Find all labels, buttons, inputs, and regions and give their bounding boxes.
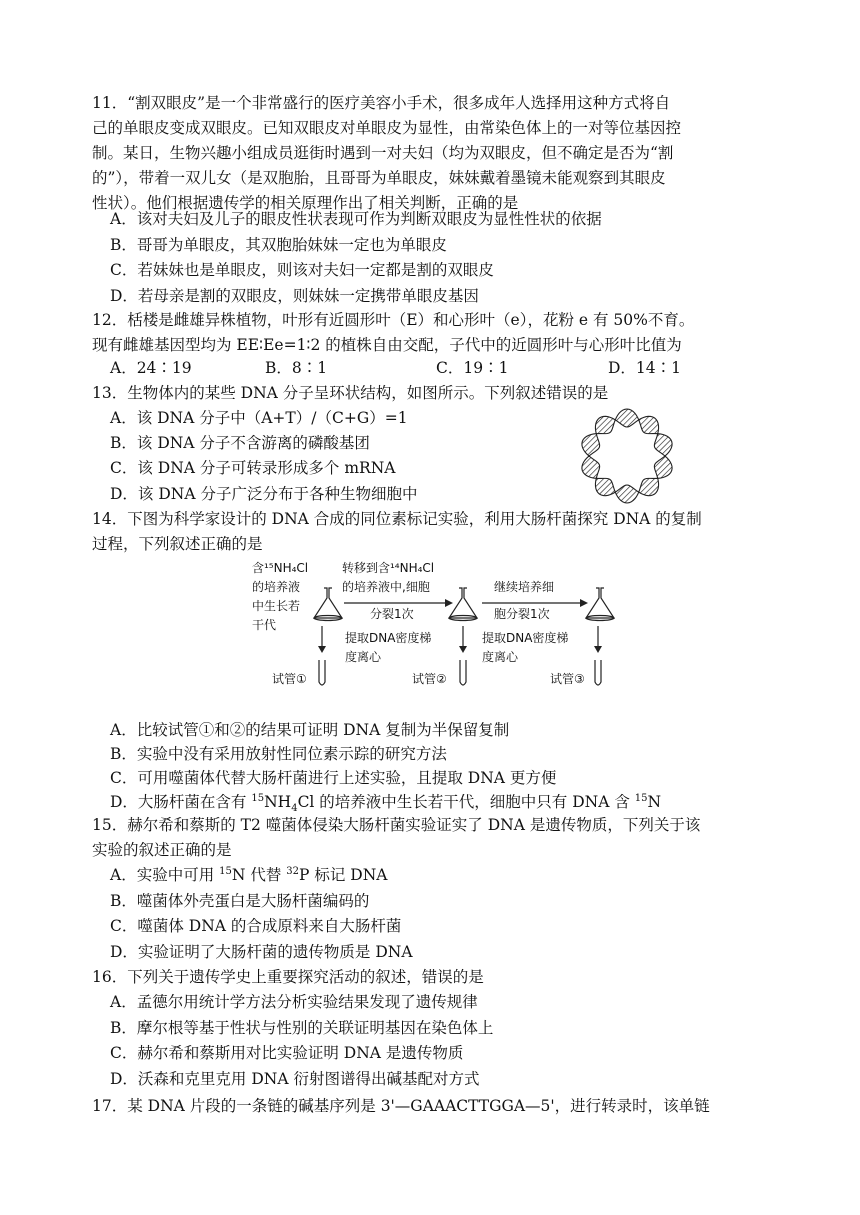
- flask-icon: [449, 588, 477, 621]
- q12-option-b: B．8∶1: [265, 359, 328, 377]
- q16-option-b: B．摩尔根等基于性状与性别的关联证明基因在染色体上: [110, 1019, 494, 1037]
- arrow-down-icon: [318, 626, 326, 653]
- q14-stem-line: 14．下图为科学家设计的 DNA 合成的同位素标记实验，利用大肠杆菌探究 DNA 的复制: [92, 510, 702, 528]
- q16-option-a: A．孟德尔用统计学方法分析实验结果发现了遗传规律: [110, 993, 478, 1011]
- diagram-transfer-line: 分裂1次: [370, 607, 414, 621]
- q11-option-a: A．该对夫妇及儿子的眼皮性状表现可作为判断双眼皮为显性性状的依据: [110, 210, 602, 228]
- diagram-extract-line: 提取DNA密度梯: [345, 631, 432, 645]
- diagram-transfer-line: 转移到含¹⁴NH₄Cl: [342, 561, 435, 575]
- q13-stem: 13．生物体内的某些 DNA 分子呈环状结构，如图所示。下列叙述错误的是: [92, 384, 609, 402]
- dna-helix-segment: [595, 478, 615, 495]
- q15-option-d: D．实验证明了大肠杆菌的遗传物质是 DNA: [110, 943, 413, 961]
- q12-option-a: A．24∶19: [110, 359, 192, 377]
- q11-stem-line: 制。某日，生物兴趣小组成员逛街时遇到一对夫妇（均为双眼皮，但不确定是否为“割: [92, 144, 674, 162]
- q16-option-d: D．沃森和克里克用 DNA 衍射图谱得出碱基配对方式: [110, 1070, 480, 1088]
- q14-stem-line: 过程，下列叙述正确的是: [92, 535, 263, 553]
- dna-helix-segment: [639, 478, 659, 495]
- arrow-down-icon: [594, 626, 602, 653]
- q13-option-c: C．该 DNA 分子可转录形成多个 mRNA: [110, 459, 396, 477]
- test-tube-icon: [460, 660, 466, 685]
- q11-option-c: C．若妹妹也是单眼皮，则该对夫妇一定都是割的双眼皮: [110, 261, 494, 279]
- q12-option-c: C．19∶1: [436, 359, 509, 377]
- q15-stem-line: 15．赫尔希和蔡斯的 T2 噬菌体侵染大肠杆菌实验证实了 DNA 是遗传物质，下列关于该: [92, 816, 701, 834]
- dna-helix-segment: [654, 434, 672, 456]
- q11-stem-line: 性状）。他们根据遗传学的相关原理作出了相关判断，正确的是: [92, 194, 519, 212]
- dna-helix-segment: [654, 456, 672, 478]
- arrow-right-icon: [482, 599, 588, 607]
- diagram-tube-label: 试管①: [272, 672, 307, 686]
- q13-option-b: B．该 DNA 分子不含游离的磷酸基团: [110, 434, 370, 452]
- q11-option-d: D．若母亲是割的双眼皮，则妹妹一定携带单眼皮基因: [110, 287, 479, 305]
- diagram-tube-label: 试管③: [550, 672, 585, 686]
- diagram-continue-line: 继续培养细: [494, 580, 555, 594]
- q14-option-a: A．比较试管①和②的结果可证明 DNA 复制为半保留复制: [110, 721, 510, 739]
- q11-stem-line: 的”），带着一双儿女（是双胞胎，且哥哥为单眼皮，妹妹戴着墨镜未能观察到其眼皮: [92, 169, 666, 187]
- diagram-extract-line: 提取DNA密度梯: [482, 631, 569, 645]
- q12-stem-line: 12．栝楼是雌雄异株植物，叶形有近圆形叶（E）和心形叶（e），花粉 e 有 50%不育。: [92, 311, 695, 329]
- dna-helix-segment: [582, 456, 600, 478]
- q16-stem: 16．下列关于遗传学史上重要探究活动的叙述，错误的是: [92, 968, 484, 986]
- arrow-down-icon: [459, 626, 467, 653]
- dna-helix-segment: [582, 434, 600, 456]
- diagram-extract-line: 度离心: [482, 650, 519, 664]
- diagram-start-line: 中生长若: [252, 599, 301, 613]
- q14-option-b: B．实验中没有采用放射性同位素示踪的研究方法: [110, 745, 447, 763]
- diagram-tube-label: 试管②: [412, 672, 447, 686]
- circular-dna-figure: [572, 408, 682, 504]
- q13-option-d: D．该 DNA 分子广泛分布于各种生物细胞中: [110, 485, 418, 503]
- q17-stem: 17．某 DNA 片段的一条链的碱基序列是 3'—GAAACTTGGA—5'，进行转录时，该单链: [92, 1097, 710, 1115]
- isotope-experiment-diagram: [250, 558, 630, 698]
- flask-icon: [586, 588, 614, 621]
- q15-option-b: B．噬菌体外壳蛋白是大肠杆菌编码的: [110, 892, 370, 910]
- q15-stem-line: 实验的叙述正确的是: [92, 841, 232, 859]
- dna-helix-segment: [615, 485, 638, 503]
- q15-option-a: A．实验中可用 $^{15}$N 代替 $^{32}$P 标记 DNA: [110, 865, 388, 884]
- q11-option-b: B．哥哥为单眼皮，其双胞胎妹妹一定也为单眼皮: [110, 236, 447, 254]
- diagram-start-line: 的培养液: [252, 580, 301, 594]
- dna-helix-segment: [595, 416, 615, 433]
- q12-option-d: D．14∶1: [608, 359, 682, 377]
- test-tube-icon: [319, 660, 325, 685]
- q14-option-c: C．可用噬菌体代替大肠杆菌进行上述实验，且提取 DNA 更方便: [110, 769, 557, 787]
- q11-stem-line: 11．“割双眼皮”是一个非常盛行的医疗美容小手术，很多成年人选择用这种方式将自: [92, 94, 671, 112]
- diagram-extract-line: 度离心: [345, 650, 382, 664]
- q13-option-a: A．该 DNA 分子中（A+T）/（C+G）=1: [110, 409, 408, 427]
- q12-stem-line: 现有雌雄基因型均为 EE∶Ee=1∶2 的植株自由交配，子代中的近圆形叶与心形叶比值为: [92, 336, 682, 354]
- dna-helix-segment: [615, 409, 638, 427]
- test-tube-icon: [595, 660, 601, 685]
- diagram-start-line: 干代: [252, 618, 277, 632]
- diagram-transfer-line: 的培养液中,细胞: [342, 580, 430, 594]
- dna-helix-segment: [639, 416, 659, 433]
- q15-option-c: C．噬菌体 DNA 的合成原料来自大肠杆菌: [110, 917, 402, 935]
- diagram-start-line: 含¹⁵NH₄Cl: [252, 561, 309, 575]
- q16-option-c: C．赫尔希和蔡斯用对比实验证明 DNA 是遗传物质: [110, 1044, 464, 1062]
- q11-stem-line: 己的单眼皮变成双眼皮。已知双眼皮对单眼皮为显性，由常染色体上的一对等位基因控: [92, 119, 682, 137]
- diagram-continue-line: 胞分裂1次: [494, 607, 550, 621]
- flask-icon: [314, 588, 342, 621]
- q14-option-d: D．大肠杆菌在含有 $^{15}NH_4Cl$ 的培养液中生长若干代，细胞中只有 DNA 含 $^{15}$N: [110, 792, 662, 815]
- arrow-right-icon: [344, 599, 453, 607]
